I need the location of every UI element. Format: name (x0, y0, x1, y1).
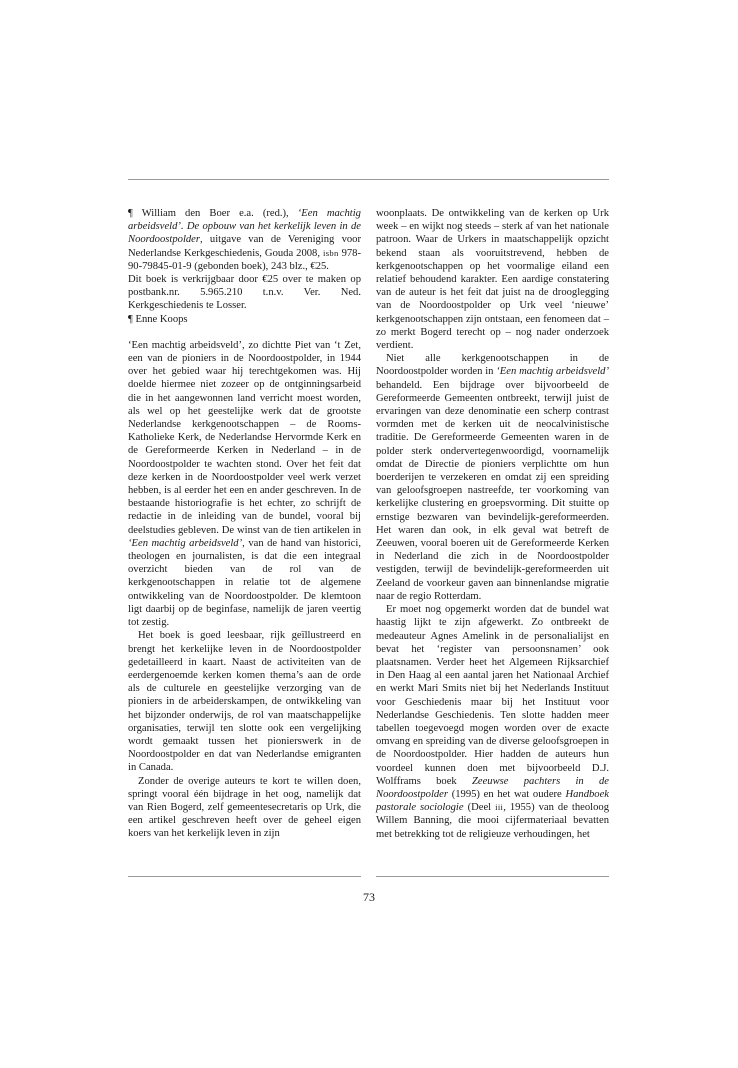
isbn-and-price: 978-90-79845-01-9 (gebonden boek), 243 blz., €25. (128, 247, 361, 272)
italic-title: Zeeuwse pachters in de Noordoostpolder (376, 775, 609, 800)
footer-rule-left (128, 876, 361, 877)
body-paragraph: Het boek is goed leesbaar, rijk geïllustreerd en brengt het kerkelijke leven in de Noordoostpolder gedetailleerd in kaart. Naast de activiteiten van de eerdergenoemde kerken komen thema’s aan de orde als de culturele en geestelijke verzorging van de pioniers in de arbeiderskampen, de ontwikkeling van het bijzonder onderwijs, de rol van maatschappelijke organisaties, terwijl ten slotte ook een vergelijking wordt gemaakt tussen het pionierswerk in de Noordoostpolder en dat van Nederlandse emigranten in Canada. (128, 630, 361, 774)
book-editors: William den Boer e.a. (red.), (141, 208, 298, 219)
book-title: ‘Een machtig arbeidsveld’. De opbouw van het kerkelijk leven in de Noordoostpolder (128, 208, 361, 246)
italic-title: ‘Een machtig arbeidsveld’ (496, 366, 609, 378)
isbn-label: isbn (323, 247, 339, 258)
bibliographic-entry (128, 207, 361, 273)
reviewer-line (128, 313, 361, 326)
small-caps-volume: iii (495, 802, 504, 813)
body-paragraph: Er moet nog opgemerkt worden dat de bundel wat haastig lijkt te zijn afgewerkt. Zo ontbreekt de medeauteur Agnes Amelink in de personalialijst en bevat het ‘register van persoonsnamen’ ook plaatsnamen. Verder heet het Algemeen Rijksarchief in Den Haag al een aantal jaren het Nationaal Archief en werkt Mari Smits niet bij het Nederlands Instituut voor Geschiedenis maar bij het Instituut voor Nederlandse Geschiedenis. Ten slotte hadden meer tabellen toegevoegd mogen worden over de exacte omvang en spreiding van de diverse geloofsgroepen in de Noordoostpolder. Hier hadden de auteurs hun voordeel kunnen doen met bijvoorbeeld D.J. Wolfframs boek Zeeuwse pachters in de Noordoostpolder (1995) en het wat oudere Handboek pastorale sociologie (Deel iii, 1955) van de theoloog Willem Banning, die mooi cijfermateriaal bevatten met betrekking tot de religieuze verhoudingen, het (376, 604, 609, 840)
body-paragraph: Niet alle kerkgenootschappen in de Noordoostpolder worden in ‘Een machtig arbeidsveld’ behandeld. Een bijdrage over bijvoorbeeld de Gereformeerde Gemeenten ontbreekt, terwijl juist de ervaringen van deze denominatie een scherp contrast vormden met de kerken uit de neocalvinistische traditie. De Gereformeerde Gemeenten waren in de polder sterk ondervertegenwoordigd, voornamelijk omdat de Directie de pioniers verplichtte om hun boerderijen te verzekeren en omdat zij een spreiding van geloofsgroepen nastreefde, ter voorkoming van kerkelijke clustering en groepsvorming. Dit stuitte op ernstige bezwaren van bevindelijk-gereformeerden. Het waren dan ook, in elk geval wat betreft de Zeeuwen, vooral boeren uit de Gereformeerde Kerken in Nederland die zich in de Noordoostpolder vestigden, terwijl de bevindelijk-gereformeerden uit Zeeland de voorkeur gaven aan binnenlandse migratie naar de regio Rotterdam. (376, 353, 609, 602)
body-paragraph: ‘Een machtig arbeidsveld’, zo dichtte Piet van ‘t Zet, een van de pioniers in de Noordoostpolder, in 1944 over het gebied waar hij terechtgekomen was. Hij doelde hiermee niet zozeer op de ontginningsarbeid die in het aangewonnen land verricht moest worden, als wel op het geestelijke werk dat de grootste Nederlandse kerkgenootschappen – de Rooms-Katholieke Kerk, de Nederlandse Hervormde Kerk en de Gereformeerde Kerken in Nederland – in de Noordoostpolder te wachten stond. Over het feit dat deze kerken in de Noordoostpolder veel werk verzet hebben, is al eerder het een en ander geschreven. In de bestaande historiografie is het echter, zo schrijft de redactie in de inleiding van de bundel, vooral bij deelstudies gebleven. De winst van de tien artikelen in ‘Een machtig arbeidsveld’, van de hand van historici, theologen en journalisten, is dat die een integraal overzicht bieden van de rol van de kerkgenootschappen in relatie tot de algemene ontwikkeling van de Noordoostpolder. De klemtoon ligt daarbij op de beginfase, namelijk de jaren veertig tot zestig. (128, 339, 361, 629)
availability-note: Dit boek is verkrijgbaar door €25 over te maken op postbank.nr. 5.965.210 t.n.v. Ver. Ned. Kerkgeschiedenis te Losser. (128, 274, 361, 312)
left-column (128, 207, 361, 841)
footer-rule-right (376, 876, 609, 877)
header-rule (128, 179, 609, 180)
italic-title: ‘Een machtig arbeidsveld’ (128, 537, 243, 549)
pilcrow-mark: ¶ (128, 208, 133, 219)
italic-title: Handboek pastorale sociologie (376, 788, 609, 814)
right-column (376, 207, 609, 841)
body-paragraph: woonplaats. De ontwikkeling van de kerken op Urk week – en wijkt nog steeds – sterk af van het nationale patroon. Waar de Urkers in maatschappelijk opzicht bekend staan als vooruitstrevend, hebben de kerkgenootschappen op het voormalige eiland een relatief behoudend karakter. Een aardige constatering van de auteur is het feit dat juist na de drooglegging van de Noordoostpolder op Urk veel ‘nieuwe’ kerkgenootschappen zijn ontstaan, een fenomeen dat – zo merkt Bogerd terecht op – nog nader onderzoek verdient. (376, 208, 609, 352)
publication-info: , uitgave van de Vereniging voor Nederlandse Kerkgeschiedenis, Gouda 2008, (128, 234, 361, 259)
body-paragraph: Zonder de overige auteurs te kort te willen doen, springt vooral één bijdrage in het oog, namelijk dat van Rien Bogerd, zelf gemeentesecretaris op Urk, die een artikel geschreven heeft over de geheel eigen koers van het kerkelijk leven in zijn (128, 775, 361, 840)
page-number: 73 (363, 890, 375, 904)
reviewer-name: Enne Koops (135, 313, 188, 325)
pilcrow-mark: ¶ (128, 313, 133, 325)
